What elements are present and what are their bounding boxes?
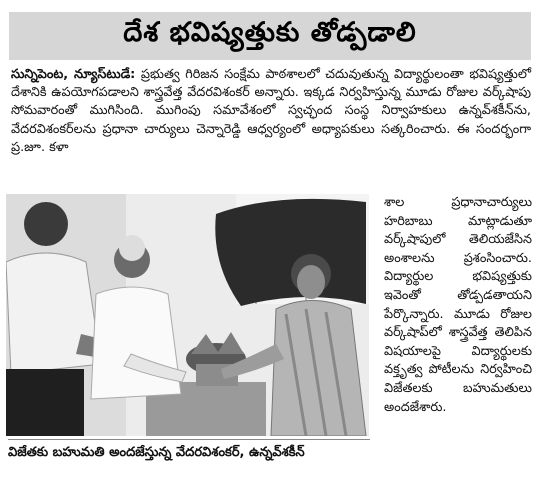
dateline: సున్నిపెంట, న్యూస్‌టుడే: [11, 67, 136, 82]
article-side-column: శాల ప్రధానాచార్యులు హరిబాబు మాట్లాడుతూ వర్క్‌షాపులో తెలియజేసిన అంశాలను ప్రశంసించారు. విద్యార్థుల భవిష్యత్తుకు ఇవెంతో తోడ్పడతాయని పేర్కొన్నారు. మూడు రోజుల వర్క్‌షాప్‌లో శాస్త్రవేత్త తెలిపిన విషయాలపై విద్యార్థులకు వక్తృత్వ పోటీలను నిర్వహించి విజేతలకు బహుమతులు అందజేశారు. [384, 195, 532, 415]
news-photo [6, 194, 369, 436]
photo-caption: విజేతకు బహుమతి అందజేస్తున్న వేదరవిశంకర్, ఉన్నవ్‌శకీన్ [8, 445, 305, 460]
article-lead-paragraph [11, 66, 531, 157]
headline-text: దేశ భవిష్యత్తుకు తోడ్పడాలి [123, 17, 417, 48]
caption-divider [8, 439, 370, 440]
photo-illustration [6, 194, 369, 436]
article-lead-text: ప్రభుత్వ గిరిజన సంక్షేమ పాఠశాలలో చదువుతున్న విద్యార్థులంతా భవిష్యత్తులో దేశానికి ఉపయోగపడాలని శాస్త్రవేత్త వేదరవిశంకర్ అన్నారు. ఇక్కడ నిర్వహిస్తున్న మూడు రోజుల వర్క్‌షాపు సోమవారంతో ముగిసింది. ముగింపు సమావేశంలో స్వచ్ఛంద సంస్థ నిర్వాహకులు ఉన్నవ్‌శకీన్‌ను, వేదరవిశంకర్‌లను ప్రధానా చార్యులు చెన్నారెడ్డి ఆధ్వర్యంలో అధ్యాపకులు సత్కరించారు. ఈ సందర్భంగా ప్ర.జూ. కళా [11, 67, 531, 155]
headline-band [9, 12, 531, 60]
